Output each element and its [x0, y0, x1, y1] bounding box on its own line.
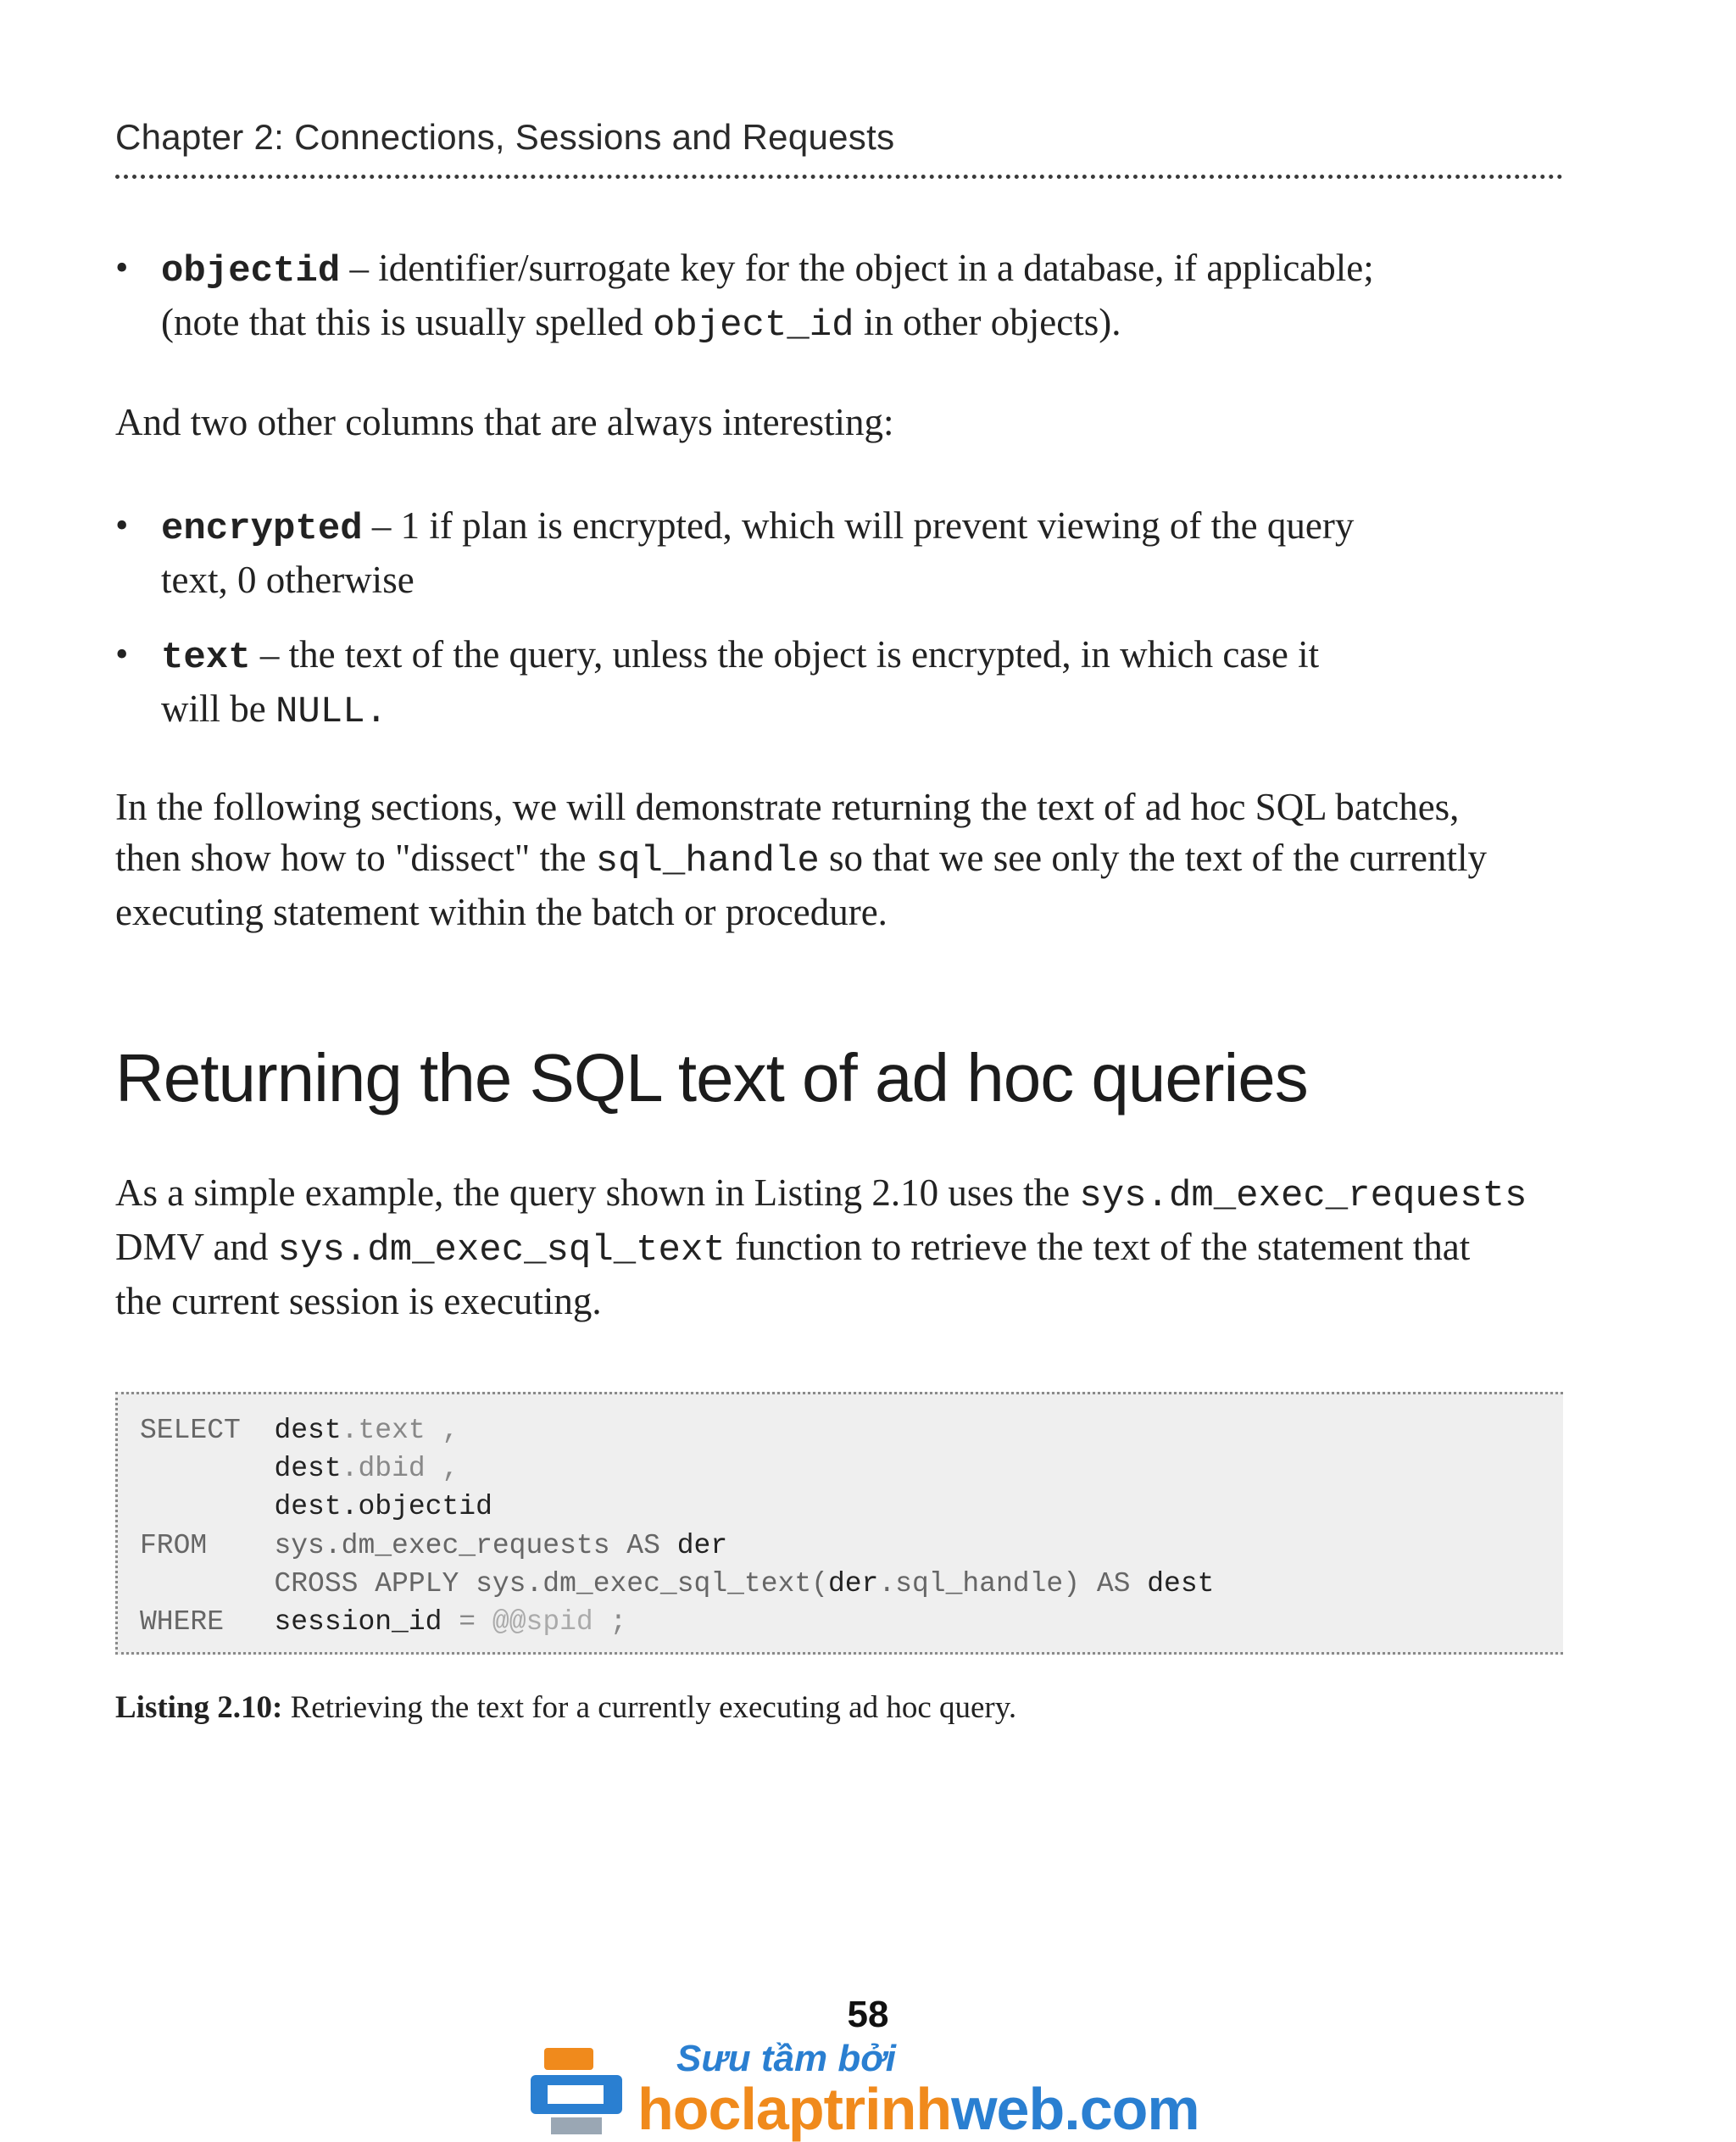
inline-code: NULL. [275, 691, 388, 733]
bullet-line: will be NULL. [161, 687, 388, 733]
inline-code: sys.dm_exec_requests [1079, 1175, 1527, 1217]
header-dotted-rule [115, 175, 1563, 179]
code-line: FROM sys.dm_exec_requests AS der [140, 1530, 728, 1561]
code-line: dest.objectid [274, 1491, 492, 1522]
code-line: dest.dbid , [274, 1453, 459, 1484]
inline-code: object_id [652, 304, 854, 347]
term-text: text [161, 637, 251, 679]
inline-code: sys.dm_exec_sql_text [277, 1229, 726, 1271]
paragraph-following-sections: In the following sections, we will demonstrate returning the text of ad hoc SQL batches, then show how to "dissect" the sql_handle so that we see only the text of the currently executing statement within the batch or procedure. [115, 786, 1487, 933]
bullet-line: encrypted – 1 if plan is encrypted, which will prevent viewing of the query [161, 504, 1355, 550]
page-number: 58 [847, 1994, 889, 2035]
term-objectid: objectid [161, 250, 341, 292]
bullet-line: text, 0 otherwise [161, 559, 415, 601]
paragraph-two-columns: And two other columns that are always interesting: [115, 401, 894, 443]
term-encrypted: encrypted [161, 508, 363, 550]
bullet-dot-icon: • [115, 247, 129, 288]
bullet-dot-icon: • [115, 504, 129, 546]
bullet-line: (note that this is usually spelled object_id in other objects). [161, 301, 1121, 347]
bullet-line: text – the text of the query, unless the object is encrypted, in which case it [161, 633, 1320, 679]
bullet-encrypted [115, 500, 1573, 610]
running-head: Chapter 2: Connections, Sessions and Requests [115, 117, 895, 157]
watermark-logo-icon [527, 2036, 629, 2141]
watermark-subtitle: Sưu tầm bởi [676, 2038, 896, 2079]
bullet-text [115, 629, 1573, 739]
code-line: SELECT dest.text , [140, 1415, 459, 1446]
paragraph-simple-example: As a simple example, the query shown in Listing 2.10 uses the sys.dm_exec_requests DMV and sys.dm_exec_sql_text function to retrieve the text of the statement that the current session is executing. [115, 1171, 1527, 1322]
section-heading: Returning the SQL text of ad hoc queries [115, 1040, 1308, 1116]
watermark [527, 2036, 1222, 2141]
listing-caption: Listing 2.10: Retrieving the text for a currently executing ad hoc query. [115, 1690, 1017, 1725]
code-line: CROSS APPLY sys.dm_exec_sql_text(der.sql_handle) AS dest [274, 1568, 1215, 1600]
code-line: WHERE session_id = @@spid ; [140, 1606, 627, 1638]
bullet-line: objectid – identifier/surrogate key for the object in a database, if applicable; [161, 247, 1374, 292]
bullet-objectid [115, 242, 1573, 353]
inline-code: sql_handle [595, 840, 820, 882]
code-listing [115, 1392, 1563, 1655]
watermark-site: hoclaptrinhweb.com [637, 2076, 1199, 2142]
bullet-dot-icon: • [115, 633, 129, 675]
